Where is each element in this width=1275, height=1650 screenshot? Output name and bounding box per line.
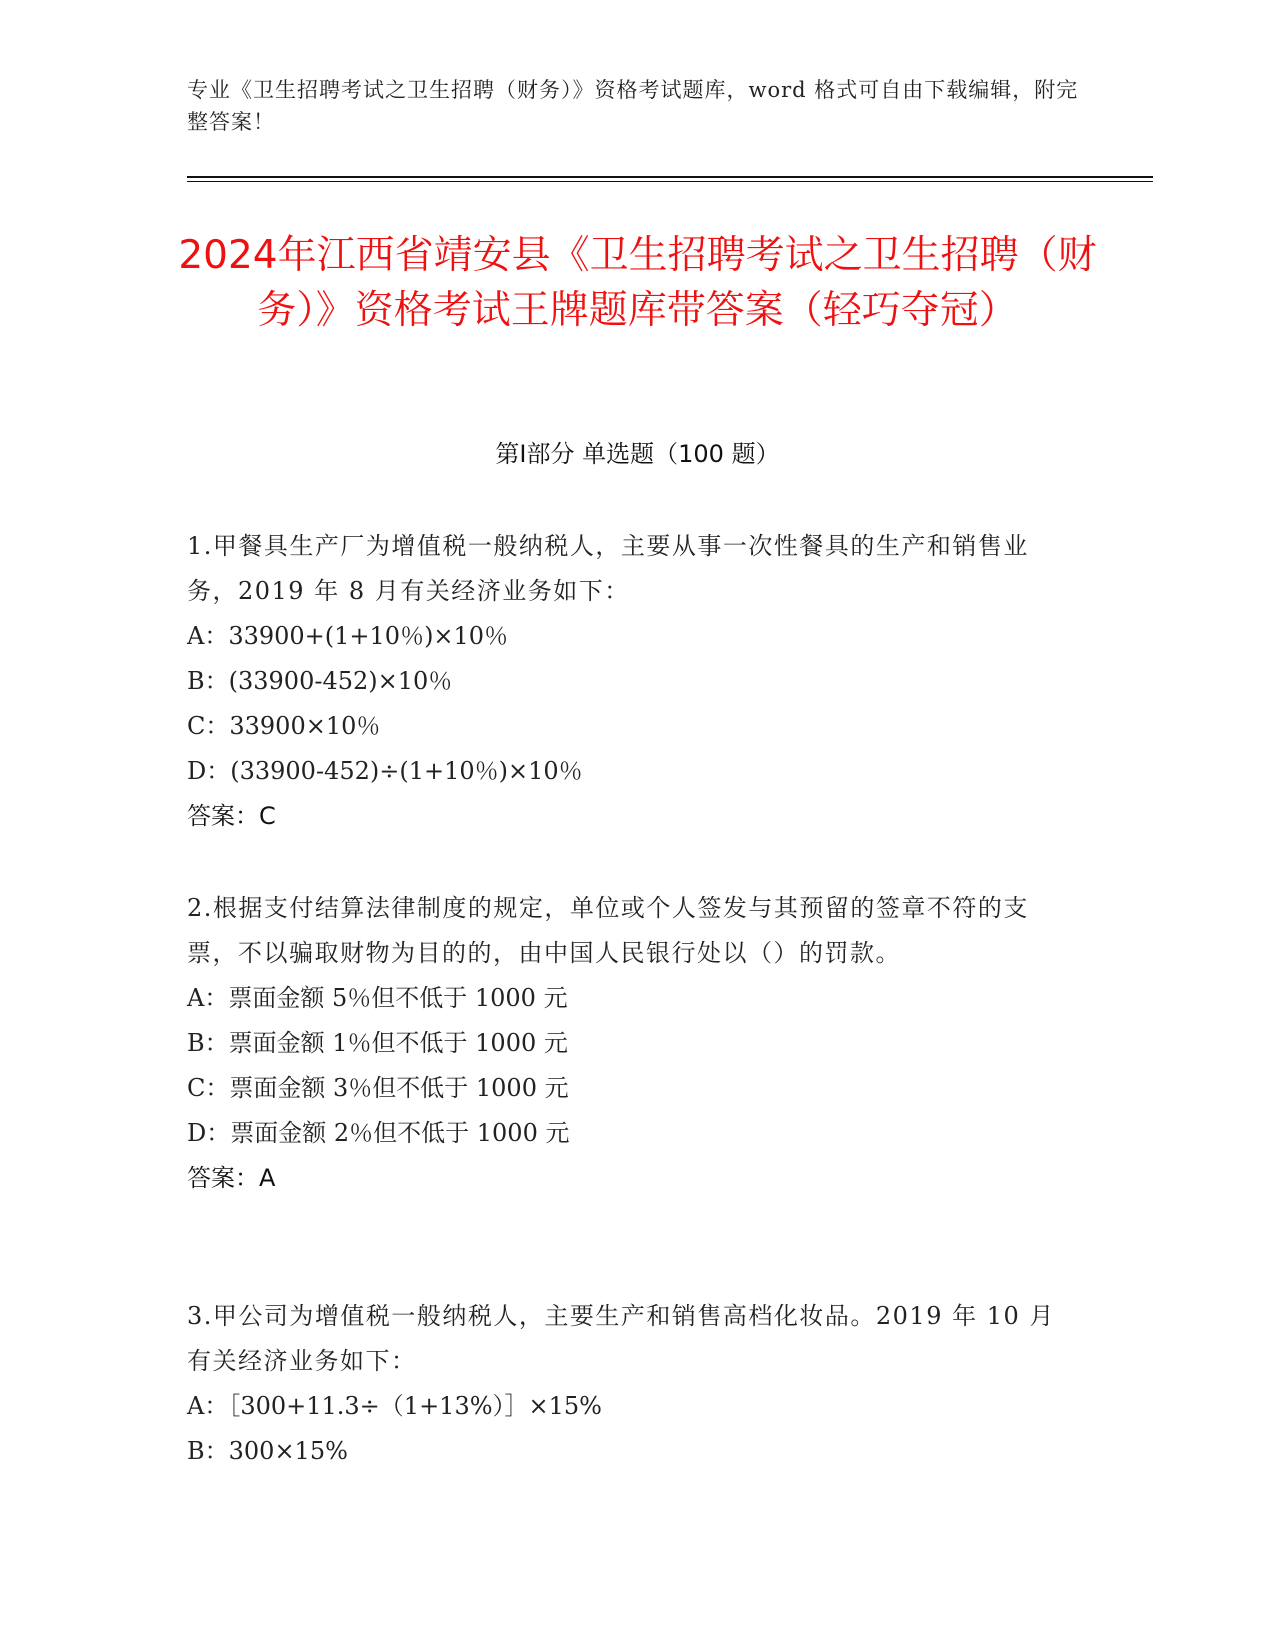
question-3 (187, 1294, 1067, 1474)
answer: 答案：C (187, 802, 276, 830)
question-2 (187, 886, 1067, 1201)
section-heading: 第Ⅰ部分 单选题（100 题） (495, 440, 780, 468)
question-stem: 3.甲公司为增值税一般纳税人，主要生产和销售高档化妆品。2019 年 10 月有关经济业务如下： (187, 1302, 1055, 1375)
option-b: B：(33900-452)×10％ (187, 667, 453, 695)
option-c: C：33900×10％ (187, 712, 381, 740)
option-c: C：票面金额 3％但不低于 1000 元 (187, 1074, 569, 1102)
option-a: A：33900+(1+10％)×10％ (187, 622, 509, 650)
document-title: 2024年江西省靖安县《卫生招聘考试之卫生招聘（财务）》资格考试王牌题库带答案（轻巧夺冠） (178, 233, 1097, 333)
question-stem: 1.甲餐具生产厂为增值税一般纳税人，主要从事一次性餐具的生产和销售业务，2019 年 8 月有关经济业务如下： (187, 532, 1029, 605)
question-stem: 2.根据支付结算法律制度的规定，单位或个人签发与其预留的签章不符的支票，不以骗取财物为目的的，由中国人民银行处以（）的罚款。 (187, 894, 1029, 967)
header-divider (187, 176, 1153, 178)
option-d: D：(33900-452)÷(1+10％)×10％ (187, 757, 583, 785)
option-b: B：票面金额 1％但不低于 1000 元 (187, 1029, 568, 1057)
option-d: D：票面金额 2％但不低于 1000 元 (187, 1119, 570, 1147)
header-note: 专业《卫生招聘考试之卫生招聘（财务）》资格考试题库，word 格式可自由下载编辑，附完整答案！ (187, 78, 1079, 134)
option-a: A：票面金额 5％但不低于 1000 元 (187, 984, 568, 1012)
option-a: A：［300+11.3÷（1+13%）］×15% (187, 1392, 602, 1420)
question-1 (187, 524, 1067, 839)
answer: 答案：A (187, 1164, 276, 1192)
header-divider-thin (187, 181, 1153, 182)
option-b: B：300×15% (187, 1437, 348, 1465)
